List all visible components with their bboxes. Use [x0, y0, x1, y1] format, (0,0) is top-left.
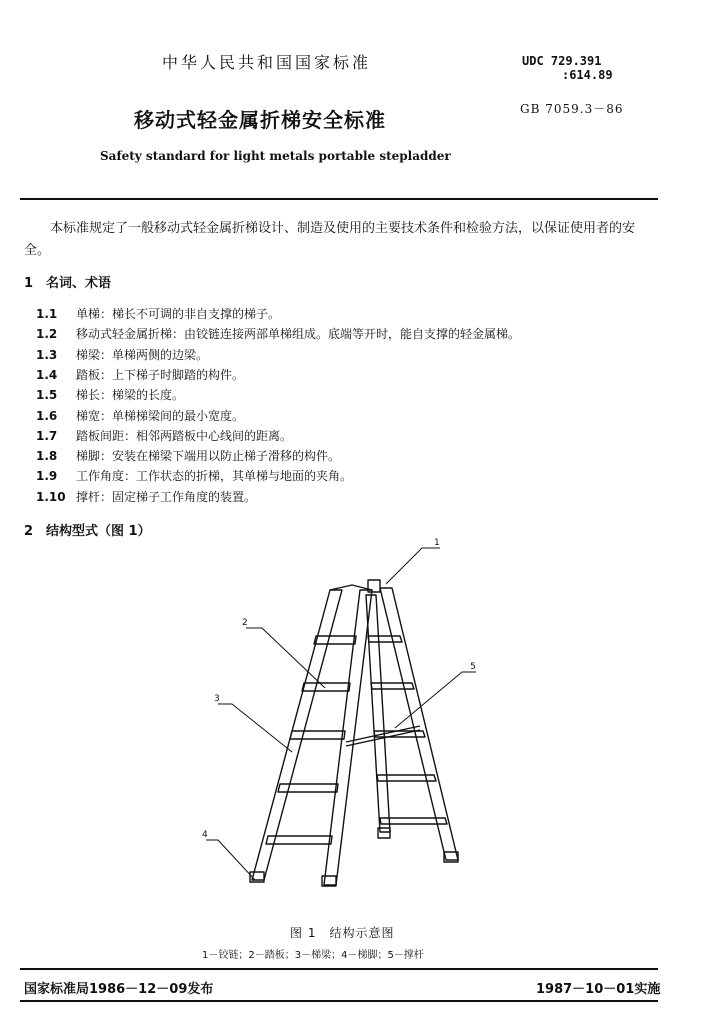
definition-number: 1.6 [36, 409, 58, 423]
definition-number: 1.10 [36, 490, 66, 504]
section-2-title: 结构型式（图 1） [46, 524, 151, 539]
definition-text: 梯宽：单梯梯梁间的最小宽度。 [76, 409, 245, 423]
definition-number: 1.5 [36, 388, 58, 402]
rear-rung [371, 683, 414, 689]
rear-rung [368, 636, 402, 642]
issue-date: 国家标准局1986－12－09发布 [24, 982, 214, 997]
leader-line [218, 704, 292, 752]
standard-org: 中华人民共和国国家标准 [162, 53, 372, 72]
section-1-number: 1 [24, 276, 34, 291]
definition-number: 1.4 [36, 368, 58, 382]
definition-number: 1.2 [36, 327, 58, 341]
definition-text: 踏板间距：相邻两踏板中心线间的距离。 [76, 429, 293, 443]
section-1-title: 名词、术语 [46, 276, 112, 291]
definition-text: 工作角度：工作状态的折梯，其单梯与地面的夹角。 [76, 469, 353, 483]
leader-line [206, 840, 255, 880]
definition-text: 撑杆：固定梯子工作角度的装置。 [76, 490, 257, 504]
definition-text: 梯脚：安装在梯梁下端用以防止梯子滑移的构件。 [76, 449, 341, 463]
effective-date: 1987－10－01实施 [536, 982, 661, 997]
page-title: 移动式轻金属折梯安全标准 [134, 108, 386, 132]
gb-number: GB 7059.3－86 [520, 102, 624, 116]
section-2-number: 2 [24, 524, 34, 539]
rear-right-rail [380, 588, 458, 860]
figure-label-2: 2 [242, 618, 248, 628]
spreader-bar [346, 730, 420, 746]
tread [314, 636, 356, 644]
definition-number: 1.7 [36, 429, 58, 443]
udc-line-2: :614.89 [562, 68, 613, 82]
definition-text: 单梯：梯长不可调的非自支撑的梯子。 [76, 307, 281, 321]
definition-text: 梯长：梯梁的长度。 [76, 388, 185, 402]
tread [290, 731, 345, 739]
definition-number: 1.3 [36, 348, 58, 362]
definition-text: 移动式轻金属折梯：由铰链连接两部单梯组成。底端等开时，能自支撑的轻金属梯。 [76, 327, 521, 341]
figure-label-3: 3 [214, 694, 220, 704]
definition-number: 1.8 [36, 449, 58, 463]
figure-label-5: 5 [470, 662, 476, 672]
tread [302, 683, 350, 691]
udc-line-1: UDC 729.391 [522, 54, 602, 68]
leader-line [386, 548, 440, 584]
spreader-bar [346, 726, 420, 742]
bottom-divider [20, 1000, 658, 1002]
definition-text: 踏板：上下梯子时脚踏的构件。 [76, 368, 245, 382]
tread [278, 784, 338, 792]
page-title-english: Safety standard for light metals portable stepladder [100, 149, 451, 163]
figure-label-1: 1 [434, 538, 440, 548]
top-cap [330, 585, 372, 590]
definition-number: 1.9 [36, 469, 58, 483]
rear-left-rail [366, 595, 390, 832]
definition-number: 1.1 [36, 307, 58, 321]
figure-legend: 1－铰链；2－踏板；3－梯梁；4－梯脚；5－撑杆 [202, 950, 424, 961]
figure-label-4: 4 [202, 830, 208, 840]
figure-caption: 图 1 结构示意图 [290, 926, 395, 940]
footer-divider [20, 968, 658, 970]
leader-line [246, 628, 325, 688]
definition-text: 梯梁：单梯两侧的边梁。 [76, 348, 209, 362]
intro-paragraph: 本标准规定了一般移动式轻金属折梯设计、制造及使用的主要技术条件和检验方法，以保证使用者的安全。 [24, 221, 636, 258]
